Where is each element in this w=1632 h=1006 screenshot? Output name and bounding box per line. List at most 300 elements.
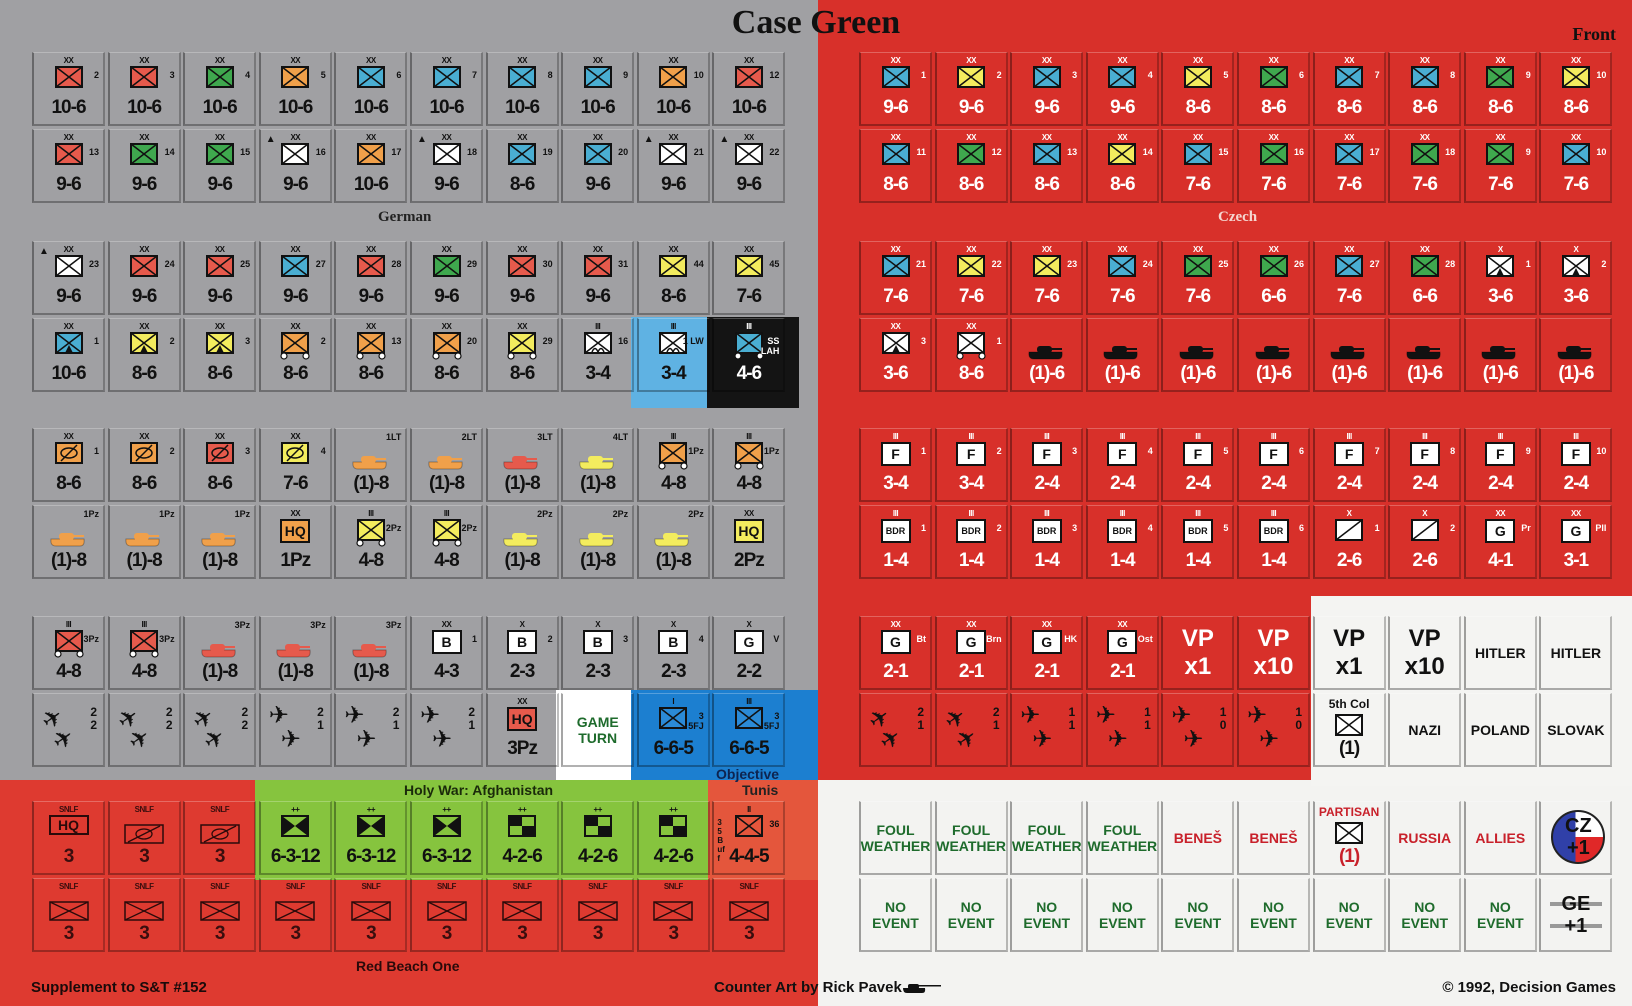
unit-id: 2Pz — [461, 523, 477, 533]
bottom-right-counter[interactable] — [1237, 878, 1310, 952]
bottom-right-counter[interactable] — [1464, 878, 1537, 952]
german-counter[interactable] — [486, 428, 559, 502]
marker-text-line: BENEŠ — [1249, 829, 1298, 846]
czech-counter[interactable] — [1464, 428, 1537, 502]
german-counter[interactable] — [410, 428, 483, 502]
unit-id: 2 — [1601, 259, 1607, 269]
combat-movement-value: 2-4 — [1110, 473, 1135, 494]
combat-movement-value: 2-4 — [1563, 473, 1589, 494]
german-counter[interactable] — [183, 505, 256, 579]
czech-counter[interactable] — [1086, 505, 1159, 579]
german-counter[interactable] — [183, 428, 256, 502]
bottom-right-counter[interactable] — [1539, 801, 1612, 875]
marker-text-line: EVENT — [1401, 914, 1449, 931]
german-counter[interactable] — [32, 693, 105, 767]
bottom-left-counter[interactable] — [32, 878, 105, 952]
bottom-left-counter[interactable] — [334, 801, 407, 875]
unit-id: 3 5FJ — [688, 711, 704, 731]
german-counter[interactable] — [108, 693, 181, 767]
bottom-left-counter[interactable] — [561, 801, 634, 875]
infantry-symbol-icon — [508, 143, 536, 165]
bottom-left-counter[interactable] — [712, 801, 785, 875]
czech-counter[interactable] — [859, 505, 932, 579]
german-counter[interactable] — [637, 505, 710, 579]
german-counter[interactable] — [561, 693, 634, 767]
unit-id: 4LT — [612, 432, 629, 442]
german-counter[interactable] — [334, 241, 407, 315]
czech-counter[interactable] — [859, 241, 932, 315]
bottom-right-counter[interactable] — [1086, 801, 1159, 875]
german-counter[interactable] — [561, 52, 634, 126]
german-counter[interactable] — [183, 693, 256, 767]
counter-art-text: Counter Art by Rick Pavek — [714, 979, 902, 996]
german-counter[interactable] — [637, 428, 710, 502]
unit-size: III — [1573, 432, 1579, 441]
unit-size: XX — [1495, 133, 1506, 142]
unit-id: 1Pz — [234, 509, 251, 519]
combat-movement-value: 7-6 — [958, 286, 984, 307]
german-counter[interactable] — [486, 52, 559, 126]
unit-type-letter: F — [1334, 442, 1364, 466]
unit-type-box-icon — [1032, 630, 1062, 654]
german-counter[interactable] — [410, 693, 483, 767]
bottom-right-counter[interactable] — [1086, 878, 1159, 952]
czech-counter[interactable] — [1010, 616, 1083, 690]
german-counter[interactable] — [561, 241, 634, 315]
german-counter[interactable] — [108, 616, 181, 690]
unit-id: 29 — [466, 259, 477, 269]
unit-size: X — [595, 620, 601, 629]
bottom-left-counter[interactable] — [259, 801, 332, 875]
german-counter[interactable] — [637, 318, 710, 392]
german-counter[interactable] — [183, 616, 256, 690]
combat-movement-value: 7-6 — [1185, 174, 1211, 195]
combat-movement-value: 8-6 — [434, 363, 459, 384]
combat-movement-value: 8-6 — [358, 363, 384, 384]
unit-type-box-icon — [881, 442, 911, 466]
unit-size: XX — [1571, 509, 1581, 518]
bottom-right-counter[interactable] — [1237, 801, 1310, 875]
marker-text — [1163, 802, 1232, 873]
unit-type-box-icon — [1183, 519, 1213, 543]
bottom-left-counter[interactable] — [486, 801, 559, 875]
czech-counter[interactable] — [1313, 129, 1386, 203]
combat-movement-value: 2-4 — [1412, 473, 1437, 494]
czech-counter[interactable] — [1010, 505, 1083, 579]
german-counter[interactable] — [108, 318, 181, 392]
czech-counter[interactable] — [1086, 52, 1159, 126]
czech-counter[interactable] — [1086, 241, 1159, 315]
german-counter[interactable] — [410, 616, 483, 690]
armor-symbol-icon — [124, 824, 164, 844]
motorized-infantry-symbol-icon — [54, 630, 84, 658]
bottom-right-counter[interactable] — [1388, 878, 1461, 952]
german-counter[interactable] — [712, 52, 785, 126]
czech-counter[interactable] — [1539, 693, 1612, 767]
german-counter[interactable] — [410, 129, 483, 203]
czech-counter[interactable] — [1539, 505, 1612, 579]
unit-size: X — [1346, 509, 1352, 518]
unit-id: 7 — [471, 70, 477, 80]
czech-counter[interactable] — [1539, 318, 1612, 392]
unit-id: 1 — [920, 70, 926, 80]
bottom-right-counter[interactable] — [1539, 878, 1612, 952]
german-counter[interactable] — [108, 428, 181, 502]
german-counter[interactable] — [486, 505, 559, 579]
czech-counter[interactable] — [1161, 52, 1234, 126]
unit-size: XX — [1117, 620, 1128, 629]
german-counter[interactable] — [712, 241, 785, 315]
german-counter[interactable] — [712, 428, 785, 502]
infantry-symbol-icon — [433, 66, 461, 88]
german-counter[interactable] — [32, 505, 105, 579]
czech-counter[interactable] — [935, 318, 1008, 392]
german-counter[interactable] — [712, 616, 785, 690]
motorized-infantry-symbol-icon — [129, 630, 159, 658]
german-counter[interactable] — [108, 129, 181, 203]
german-counter[interactable] — [183, 52, 256, 126]
unit-size: XX — [966, 245, 976, 254]
german-counter[interactable] — [183, 129, 256, 203]
motorized-infantry-symbol-icon — [956, 332, 986, 360]
german-counter[interactable] — [334, 129, 407, 203]
german-counter[interactable] — [334, 318, 407, 392]
czech-counter[interactable] — [859, 693, 932, 767]
marker-text-line: WEATHER — [1087, 837, 1158, 854]
german-counter[interactable] — [561, 505, 634, 579]
air-unit-icon: ✈ ✈ — [1020, 702, 1053, 753]
bottom-right-counter[interactable] — [1010, 878, 1083, 952]
combat-movement-value: 8-6 — [283, 363, 308, 384]
german-counter[interactable] — [108, 505, 181, 579]
infantry-symbol-icon — [735, 66, 763, 88]
czech-counter[interactable] — [859, 129, 932, 203]
unit-size: SNLF — [59, 882, 78, 891]
tank-icon — [502, 528, 542, 548]
german-counter[interactable] — [410, 505, 483, 579]
combat-movement-value: 4-8 — [661, 473, 686, 494]
combat-movement-value: (1) — [1338, 846, 1360, 867]
czech-counter[interactable] — [859, 318, 932, 392]
czech-counter[interactable] — [935, 129, 1008, 203]
german-counter[interactable] — [32, 318, 105, 392]
infantry-symbol-icon — [584, 66, 612, 88]
czech-counter[interactable] — [1388, 318, 1461, 392]
czech-counter[interactable] — [1313, 616, 1386, 690]
unit-size: XX — [1117, 133, 1128, 142]
unit-id: 27 — [315, 259, 326, 269]
infantry-symbol-icon — [882, 143, 910, 165]
czech-counter[interactable] — [1464, 241, 1537, 315]
bottom-left-counter[interactable] — [183, 801, 256, 875]
german-counter[interactable] — [32, 241, 105, 315]
tank-icon — [578, 528, 618, 548]
german-counter[interactable] — [183, 241, 256, 315]
unit-type-box-icon — [1032, 442, 1062, 466]
czech-counter[interactable] — [1086, 129, 1159, 203]
czech-counter[interactable] — [1237, 616, 1310, 690]
bottom-left-counter[interactable] — [334, 878, 407, 952]
combat-movement-value: 2-1 — [1110, 661, 1135, 682]
unit-id: 2LT — [461, 432, 477, 442]
bottom-left-counter[interactable] — [637, 878, 710, 952]
czech-counter[interactable] — [935, 616, 1008, 690]
german-counter[interactable] — [486, 318, 559, 392]
unit-size: III — [1195, 432, 1201, 441]
german-counter[interactable] — [259, 318, 332, 392]
bottom-right-counter[interactable] — [1161, 878, 1234, 952]
german-counter[interactable] — [334, 428, 407, 502]
marker-text — [1390, 617, 1459, 688]
czech-counter[interactable] — [1539, 241, 1612, 315]
marker-text-line: BENEŠ — [1173, 829, 1222, 846]
czech-counter[interactable] — [859, 52, 932, 126]
marker-text-line: x1 — [1335, 652, 1363, 680]
czech-counter[interactable] — [1313, 318, 1386, 392]
unit-type-letter: F — [956, 442, 986, 466]
combat-movement-value: 2-1 — [1034, 661, 1059, 682]
bottom-left-counter[interactable] — [108, 801, 181, 875]
bottom-left-counter[interactable] — [486, 878, 559, 952]
german-counter[interactable] — [32, 52, 105, 126]
german-counter[interactable] — [108, 241, 181, 315]
czech-counter[interactable] — [1161, 129, 1234, 203]
unit-size: XX — [63, 56, 74, 65]
czech-counter[interactable] — [1237, 241, 1310, 315]
unit-size: III — [670, 432, 676, 441]
marker-text-line: EVENT — [947, 914, 995, 931]
czech-counter[interactable] — [1388, 693, 1461, 767]
czech-counter[interactable] — [1010, 693, 1083, 767]
german-counter[interactable] — [259, 693, 332, 767]
czech-counter[interactable] — [935, 52, 1008, 126]
bottom-left-counter[interactable] — [637, 801, 710, 875]
german-counter[interactable] — [183, 318, 256, 392]
czech-counter[interactable] — [1539, 129, 1612, 203]
unit-type-box-icon — [881, 630, 911, 654]
german-counter[interactable] — [334, 52, 407, 126]
bottom-right-counter[interactable] — [1313, 801, 1386, 875]
unit-id: 7 — [1374, 70, 1380, 80]
czech-counter[interactable] — [1388, 241, 1461, 315]
czech-counter[interactable] — [1464, 505, 1537, 579]
tank-icon — [427, 451, 467, 471]
czech-counter[interactable] — [1313, 241, 1386, 315]
unit-type-box-icon — [1334, 442, 1364, 466]
czech-counter[interactable] — [935, 693, 1008, 767]
bottom-right-counter[interactable] — [1010, 801, 1083, 875]
czech-counter[interactable] — [1539, 52, 1612, 126]
unit-size: XX — [63, 432, 74, 441]
czech-counter[interactable] — [1237, 129, 1310, 203]
czech-counter[interactable] — [1464, 52, 1537, 126]
marker-text-line: WEATHER — [1011, 837, 1082, 854]
german-counter[interactable] — [486, 616, 559, 690]
marker-text-line: x1 — [1184, 652, 1212, 680]
czech-counter[interactable] — [1464, 616, 1537, 690]
german-counter[interactable] — [712, 129, 785, 203]
german-counter[interactable] — [259, 505, 332, 579]
bottom-right-counter[interactable] — [1161, 801, 1234, 875]
unit-type-letter: F — [881, 442, 911, 466]
bottom-left-counter[interactable] — [410, 801, 483, 875]
german-counter[interactable] — [259, 52, 332, 126]
german-counter[interactable] — [561, 428, 634, 502]
german-counter[interactable] — [561, 129, 634, 203]
combat-movement-value: 4-8 — [358, 550, 384, 571]
german-counter[interactable] — [486, 241, 559, 315]
czech-counter[interactable] — [1237, 693, 1310, 767]
combat-movement-value: 4-3 — [434, 661, 459, 682]
czech-counter[interactable] — [1010, 428, 1083, 502]
unit-id: 10 — [1596, 446, 1607, 456]
czech-counter[interactable] — [1161, 616, 1234, 690]
bottom-left-counter[interactable] — [410, 878, 483, 952]
bottom-right-counter[interactable] — [1388, 801, 1461, 875]
czech-counter[interactable] — [1388, 616, 1461, 690]
czech-counter[interactable] — [1237, 428, 1310, 502]
german-counter[interactable] — [334, 693, 407, 767]
bottom-right-counter[interactable] — [859, 878, 932, 952]
german-counter[interactable] — [637, 693, 710, 767]
czech-counter[interactable] — [859, 428, 932, 502]
infantry-symbol-icon — [1335, 255, 1363, 277]
unit-id: 24 — [164, 259, 175, 269]
czech-counter[interactable] — [935, 241, 1008, 315]
czech-counter[interactable] — [935, 428, 1008, 502]
combat-movement-value: 10-6 — [505, 97, 540, 118]
unit-id: 1 — [93, 336, 99, 346]
czech-counter[interactable] — [1161, 428, 1234, 502]
german-counter[interactable] — [334, 505, 407, 579]
czech-counter[interactable] — [1086, 318, 1159, 392]
bottom-left-counter[interactable] — [561, 878, 634, 952]
infantry-symbol-icon — [882, 66, 910, 88]
czech-counter[interactable] — [1237, 52, 1310, 126]
czech-counter[interactable] — [1388, 52, 1461, 126]
czech-counter[interactable] — [1388, 505, 1461, 579]
german-counter[interactable] — [259, 428, 332, 502]
bottom-right-counter[interactable] — [859, 801, 932, 875]
german-counter[interactable] — [561, 616, 634, 690]
unit-id: 44 — [693, 259, 704, 269]
german-counter[interactable] — [410, 52, 483, 126]
armor-symbol-icon — [55, 442, 83, 464]
czech-counter[interactable] — [1313, 52, 1386, 126]
czech-counter[interactable] — [935, 505, 1008, 579]
bottom-right-counter[interactable] — [935, 801, 1008, 875]
czech-counter[interactable] — [1010, 318, 1083, 392]
marker-text-line: VP — [1408, 624, 1441, 652]
unit-id: Brn — [986, 634, 1002, 644]
bottom-right-counter[interactable] — [1313, 878, 1386, 952]
unit-id: 10 — [693, 70, 704, 80]
infantry-symbol-icon — [1335, 714, 1363, 736]
unit-id: 3 — [1072, 523, 1078, 533]
czech-counter[interactable] — [1086, 428, 1159, 502]
czech-counter[interactable] — [859, 616, 932, 690]
unit-id: 12 — [991, 147, 1002, 157]
german-counter[interactable] — [334, 616, 407, 690]
german-counter[interactable] — [637, 52, 710, 126]
german-counter[interactable] — [637, 129, 710, 203]
unit-size: III — [968, 509, 974, 518]
german-counter[interactable] — [486, 129, 559, 203]
czech-counter[interactable] — [1086, 693, 1159, 767]
bottom-left-counter[interactable] — [32, 801, 105, 875]
german-counter[interactable] — [259, 129, 332, 203]
czech-counter[interactable] — [1464, 318, 1537, 392]
czech-counter[interactable] — [1237, 318, 1310, 392]
german-counter[interactable] — [32, 129, 105, 203]
german-counter[interactable] — [637, 241, 710, 315]
czech-counter[interactable] — [1313, 428, 1386, 502]
german-counter[interactable] — [259, 241, 332, 315]
infantry-symbol-icon — [659, 66, 687, 88]
czech-counter[interactable] — [1464, 129, 1537, 203]
air-attack-factor: 2 — [468, 705, 475, 719]
disk-text: CZ — [1565, 815, 1592, 837]
czech-counter[interactable] — [1161, 318, 1234, 392]
german-counter[interactable] — [712, 693, 785, 767]
bottom-left-counter[interactable] — [259, 878, 332, 952]
czech-counter[interactable] — [1313, 693, 1386, 767]
bottom-left-counter[interactable] — [712, 878, 785, 952]
bottom-left-counter[interactable] — [108, 878, 181, 952]
bottom-right-counter[interactable] — [1464, 801, 1537, 875]
bottom-right-counter[interactable] — [935, 878, 1008, 952]
czech-counter[interactable] — [1010, 241, 1083, 315]
czech-counter[interactable] — [1161, 241, 1234, 315]
czech-counter[interactable] — [1464, 693, 1537, 767]
german-counter[interactable] — [259, 616, 332, 690]
german-counter[interactable] — [712, 318, 785, 392]
german-counter[interactable] — [486, 693, 559, 767]
czech-counter[interactable] — [1237, 505, 1310, 579]
czech-counter[interactable] — [1161, 505, 1234, 579]
czech-counter[interactable] — [1388, 129, 1461, 203]
german-counter[interactable] — [561, 318, 634, 392]
german-counter[interactable] — [637, 616, 710, 690]
czech-counter[interactable] — [1161, 693, 1234, 767]
czech-counter[interactable] — [1086, 616, 1159, 690]
airborne-infantry-symbol-icon — [584, 332, 612, 354]
infantry-symbol-icon — [1562, 143, 1590, 165]
unit-size: XX — [668, 56, 679, 65]
czech-counter[interactable] — [1010, 52, 1083, 126]
unit-id: 2 — [320, 336, 326, 346]
unit-type-letter: F — [1259, 442, 1289, 466]
german-counter[interactable] — [410, 318, 483, 392]
german-counter[interactable] — [32, 428, 105, 502]
german-counter[interactable] — [108, 52, 181, 126]
elite-triangle-icon: ▲ — [719, 134, 730, 145]
czech-counter[interactable] — [1313, 505, 1386, 579]
czech-counter[interactable] — [1539, 428, 1612, 502]
czech-counter[interactable] — [1539, 616, 1612, 690]
unit-id: 17 — [1369, 147, 1380, 157]
unit-type-letter: G — [1107, 630, 1137, 654]
german-counter[interactable] — [410, 241, 483, 315]
czech-counter[interactable] — [1388, 428, 1461, 502]
combat-movement-value: 9-6 — [56, 174, 81, 195]
german-counter[interactable] — [32, 616, 105, 690]
bottom-left-counter[interactable] — [183, 878, 256, 952]
unit-size: ++ — [442, 805, 451, 814]
german-counter[interactable] — [712, 505, 785, 579]
air-attack-factor: 2 — [317, 705, 324, 719]
czech-counter[interactable] — [1010, 129, 1083, 203]
